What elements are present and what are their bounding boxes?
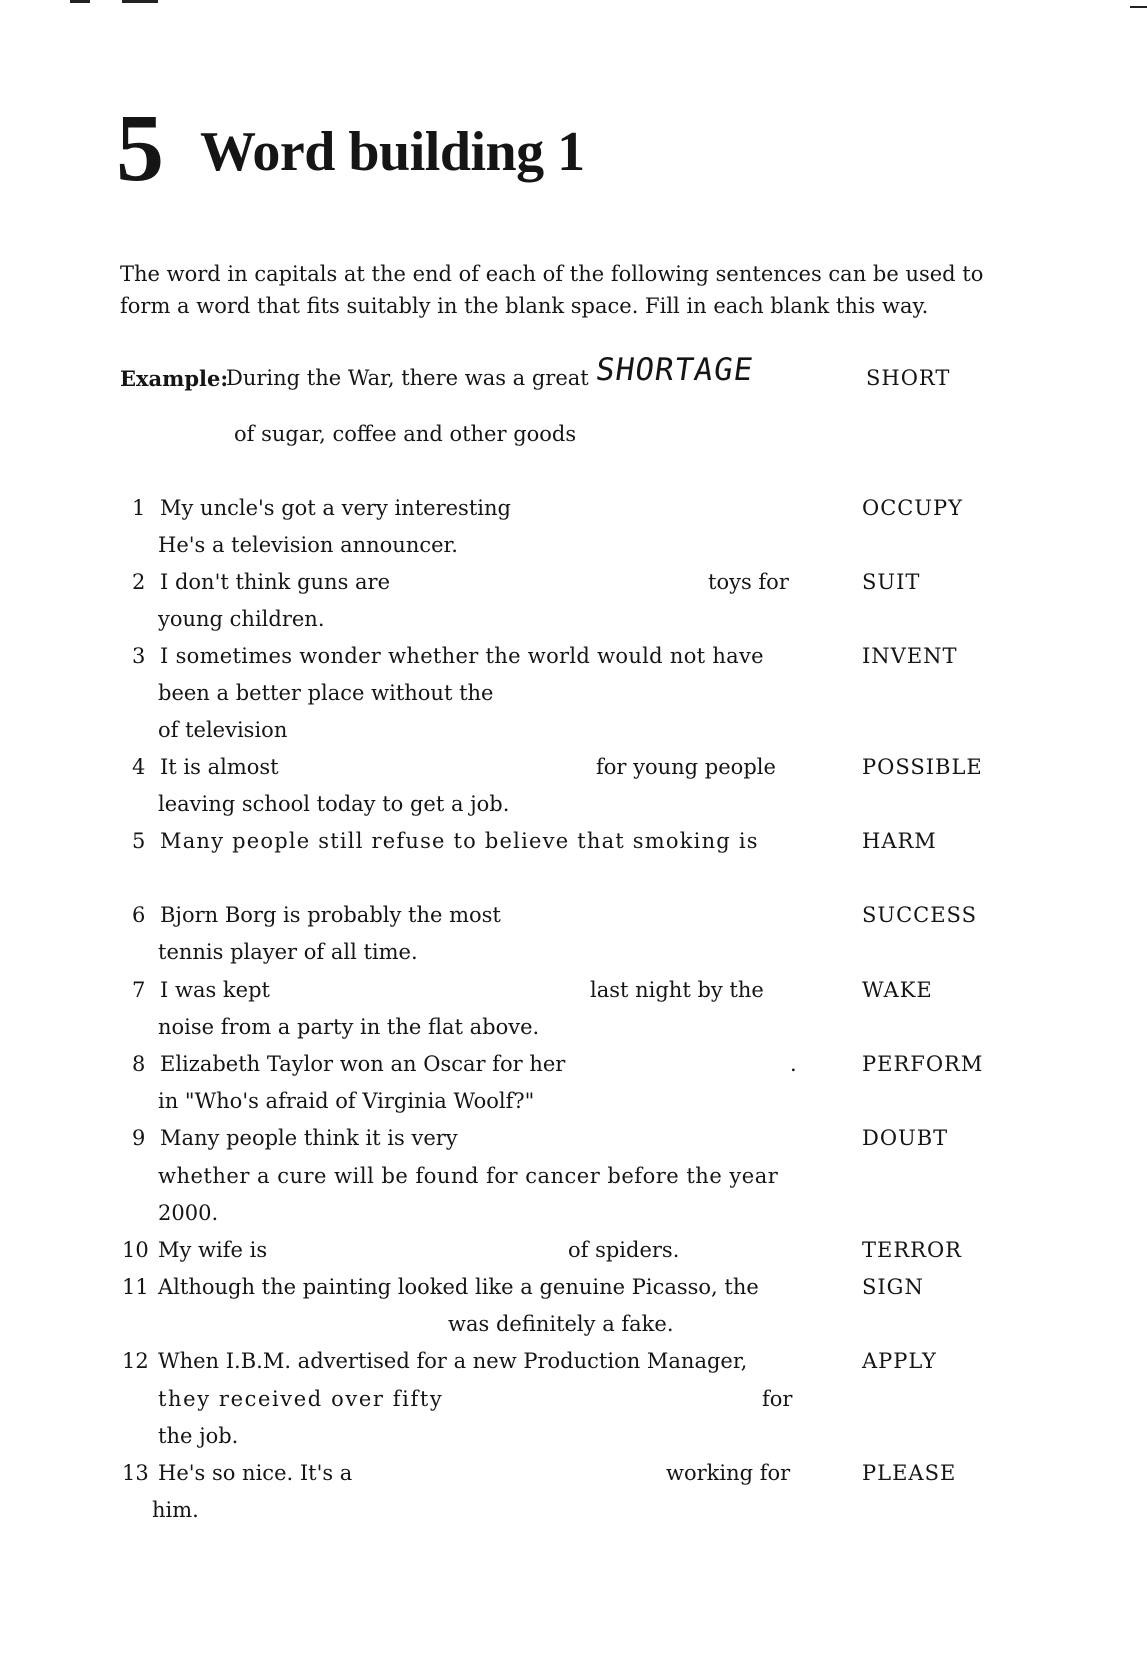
item-number: 1 [132,496,146,520]
scan-artifact-top-left [70,0,90,3]
example-answer: SHORTAGE [593,352,756,388]
item-text: Many people think it is very [160,1126,458,1150]
item-text: last night by the [590,978,764,1002]
item-text: Elizabeth Taylor won an Oscar for her [160,1052,566,1076]
item-text: Many people still refuse to believe that smoking is [160,829,759,853]
item-text: they received over fifty [158,1387,444,1411]
scan-artifact-top-left-2 [122,0,158,3]
chapter-title: Word building 1 [200,121,585,183]
item-text: Although the painting looked like a genuine Picasso, the [158,1275,759,1299]
example-label: Example: [120,366,229,391]
example-line-2: of sugar, coffee and other goods [234,422,577,446]
item-number: 5 [132,829,146,853]
item-text: He's a television announcer. [158,533,458,557]
item-text: When I.B.M. advertised for a new Production Manager, [158,1349,748,1373]
item-text: tennis player of all time. [158,940,418,964]
item-text: 2000. [158,1201,219,1225]
item-text: of spiders. [568,1238,680,1262]
item-keyword: POSSIBLE [862,755,983,779]
item-text: I don't think guns are [160,570,391,594]
item-number: 6 [132,903,146,927]
item-keyword: INVENT [862,644,958,668]
item-text: leaving school today to get a job. [158,792,510,816]
item-keyword: SIGN [862,1275,924,1299]
item-number: 11 [122,1275,149,1299]
item-text: for [762,1387,793,1411]
example-keyword: SHORT [866,366,951,390]
item-keyword: WAKE [862,978,933,1002]
item-text: young children. [158,607,325,631]
scan-artifact-top-right [1130,6,1147,8]
item-text: the job. [158,1424,239,1448]
item-number: 3 [132,644,146,668]
item-text: been a better place without the [158,681,494,705]
item-text: Bjorn Borg is probably the most [160,903,501,927]
item-keyword: OCCUPY [862,496,964,520]
example-line-1: During the War, there was a great [226,366,589,390]
item-number: 2 [132,570,146,594]
item-number: 9 [132,1126,146,1150]
item-number: 8 [132,1052,146,1076]
item-keyword: PLEASE [862,1461,957,1485]
item-number: 4 [132,755,146,779]
item-keyword: SUIT [862,570,921,594]
item-keyword: PERFORM [862,1052,984,1076]
item-number: 7 [132,978,146,1002]
item-text: for young people [596,755,776,779]
item-number: 10 [122,1238,149,1262]
item-text: was definitely a fake. [448,1312,674,1336]
item-text: I was kept [160,978,270,1002]
item-text: whether a cure will be found for cancer before the year [158,1164,779,1188]
item-keyword: TERROR [862,1238,962,1262]
item-text: . [790,1052,797,1076]
item-keyword: DOUBT [862,1126,949,1150]
item-text: My wife is [158,1238,268,1262]
item-text: of television [158,718,288,742]
instructions: The word in capitals at the end of each of the following sentences can be used to form a word that fits suitably in the blank space. Fill in each blank this way. [120,262,984,318]
item-text: My uncle's got a very interesting [160,496,511,520]
item-text: I sometimes wonder whether the world would not have [160,644,764,668]
item-number: 13 [122,1461,149,1485]
item-keyword: HARM [862,829,937,853]
item-number: 12 [122,1349,149,1373]
item-text: It is almost [160,755,279,779]
item-text: toys for [708,570,789,594]
item-text: He's so nice. It's a [158,1461,353,1485]
item-keyword: SUCCESS [862,903,977,927]
item-keyword: APPLY [862,1349,937,1373]
item-text: working for [666,1461,791,1485]
item-text: in "Who's afraid of Virginia Woolf?" [158,1089,535,1113]
item-text: him. [152,1498,199,1522]
chapter-number: 5 [116,94,164,201]
item-text: noise from a party in the flat above. [158,1015,540,1039]
